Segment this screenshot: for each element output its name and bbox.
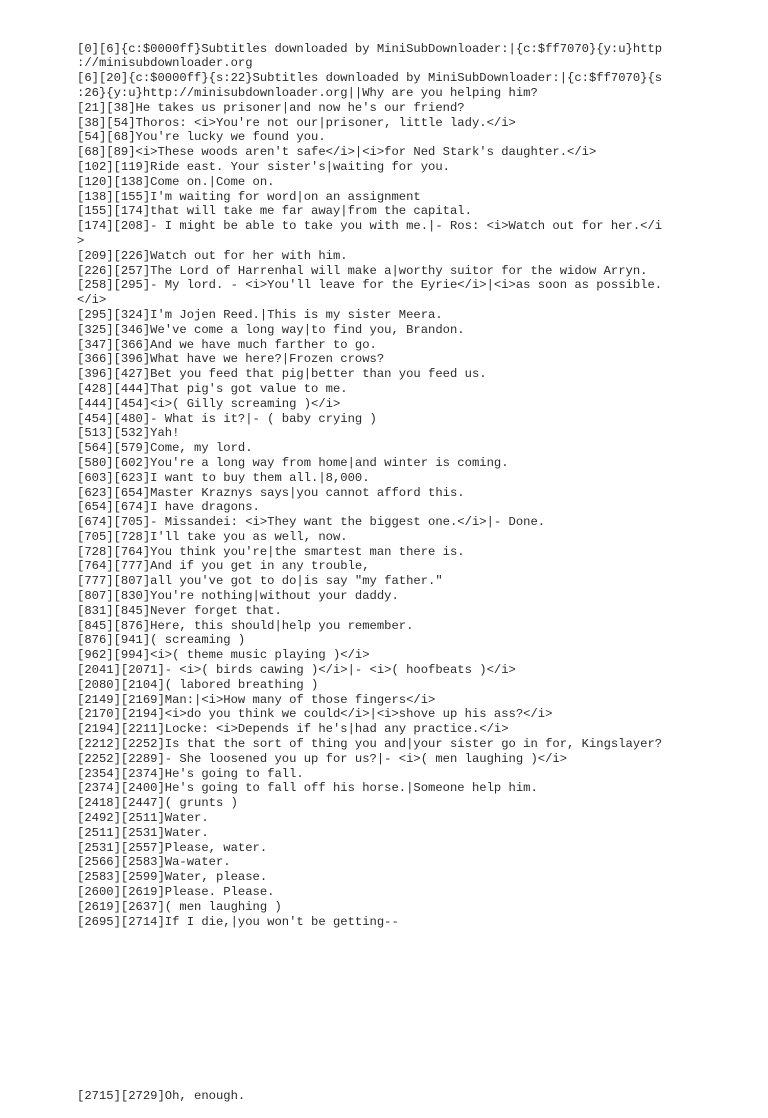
subtitle-line: > xyxy=(77,233,85,248)
subtitle-line: [2252][2289]- She loosened you up for us?|- <i>( men laughing )</i> xyxy=(77,751,568,766)
blank-gap xyxy=(77,959,757,1059)
subtitle-line: [807][830]You're nothing|without your daddy. xyxy=(77,589,399,604)
subtitle-line-last: [2715][2729]Oh, enough. xyxy=(77,1088,246,1103)
subtitle-line: [876][941]( screaming ) xyxy=(77,633,246,648)
subtitle-line: [623][654]Master Kraznys says|you cannot afford this. xyxy=(77,485,465,500)
subtitle-line: [258][295]- My lord. - <i>You'll leave for the Eyrie</i>|<i>as soon as possible. xyxy=(77,278,663,293)
subtitle-line: [155][174]that will take me far away|from the capital. xyxy=(77,204,472,219)
subtitle-line: [513][532]Yah! xyxy=(77,426,180,441)
subtitle-lines xyxy=(77,42,757,930)
subtitle-line: [396][427]Bet you feed that pig|better than you feed us. xyxy=(77,367,487,382)
subtitle-line: [366][396]What have we here?|Frozen crows? xyxy=(77,352,385,367)
subtitle-line: [674][705]- Missandei: <i>They want the biggest one.</i>|- Done. xyxy=(77,515,546,530)
subtitle-line: [564][579]Come, my lord. xyxy=(77,441,253,456)
subtitle-line: [295][324]I'm Jojen Reed.|This is my sister Meera. xyxy=(77,307,443,322)
subtitle-line: [2041][2071]- <i>( birds cawing )</i>|- <i>( hoofbeats )</i> xyxy=(77,663,516,678)
subtitle-line: [54][68]You're lucky we found you. xyxy=(77,130,326,145)
subtitle-line: [831][845]Never forget that. xyxy=(77,603,282,618)
subtitle-line: [2492][2511]Water. xyxy=(77,811,209,826)
subtitle-line: [2149][2169]Man:|<i>How many of those fingers</i> xyxy=(77,692,436,707)
subtitle-line: [845][876]Here, this should|help you remember. xyxy=(77,618,414,633)
subtitle-line: [2583][2599]Water, please. xyxy=(77,870,268,885)
subtitle-line: [120][138]Come on.|Come on. xyxy=(77,174,275,189)
subtitle-line: [38][54]Thoros: <i>You're not our|prisoner, little lady.</i> xyxy=(77,115,516,130)
subtitle-line: [2695][2714]If I die,|you won't be getting-- xyxy=(77,914,399,929)
subtitle-line: [347][366]And we have much farther to go. xyxy=(77,337,377,352)
subtitle-line: [454][480]- What is it?|- ( baby crying ) xyxy=(77,411,377,426)
subtitle-line: [2619][2637]( men laughing ) xyxy=(77,899,282,914)
subtitle-line: [2354][2374]He's going to fall. xyxy=(77,766,304,781)
subtitle-line: [2531][2557]Please, water. xyxy=(77,840,268,855)
subtitle-line: [764][777]And if you get in any trouble, xyxy=(77,559,370,574)
subtitle-line: [428][444]That pig's got value to me. xyxy=(77,381,348,396)
subtitle-line: :26}{y:u}http://minisubdownloader.org||Why are you helping him? xyxy=(77,85,538,100)
subtitle-line: [2566][2583]Wa-water. xyxy=(77,855,231,870)
subtitle-line: [174][208]- I might be able to take you with me.|- Ros: <i>Watch out for her.</i xyxy=(77,219,663,234)
subtitle-line: [2080][2104]( labored breathing ) xyxy=(77,677,319,692)
subtitle-line: [2600][2619]Please. Please. xyxy=(77,885,275,900)
subtitle-line: [962][994]<i>( theme music playing )</i> xyxy=(77,648,370,663)
subtitle-line: [325][346]We've come a long way|to find you, Brandon. xyxy=(77,322,465,337)
subtitle-line: [138][155]I'm waiting for word|on an assignment xyxy=(77,189,421,204)
subtitle-line: [2212][2252]Is that the sort of thing you and|your sister go in for, Kingslayer? xyxy=(77,737,663,752)
subtitle-document xyxy=(77,12,757,1118)
subtitle-line: </i> xyxy=(77,293,107,308)
subtitle-line: [705][728]I'll take you as well, now. xyxy=(77,529,348,544)
subtitle-line: [777][807]all you've got to do|is say "my father." xyxy=(77,574,443,589)
subtitle-line: [444][454]<i>( Gilly screaming )</i> xyxy=(77,396,341,411)
subtitle-line: [0][6]{c:$0000ff}Subtitles downloaded by MiniSubDownloader:|{c:$ff7070}{y:u}http xyxy=(77,41,663,56)
subtitle-line: [2374][2400]He's going to fall off his horse.|Someone help him. xyxy=(77,781,538,796)
subtitle-line: ://minisubdownloader.org xyxy=(77,56,253,71)
subtitle-line: [2170][2194]<i>do you think we could</i>|<i>shove up his ass?</i> xyxy=(77,707,553,722)
subtitle-line: [209][226]Watch out for her with him. xyxy=(77,248,348,263)
subtitle-line: [102][119]Ride east. Your sister's|waiting for you. xyxy=(77,159,450,174)
subtitle-line: [6][20]{c:$0000ff}{s:22}Subtitles downloaded by MiniSubDownloader:|{c:$ff7070}{s xyxy=(77,71,663,86)
subtitle-line: [226][257]The Lord of Harrenhal will make a|worthy suitor for the widow Arryn. xyxy=(77,263,648,278)
subtitle-line: [2194][2211]Locke: <i>Depends if he's|had any practice.</i> xyxy=(77,722,509,737)
subtitle-line: [2418][2447]( grunts ) xyxy=(77,796,238,811)
subtitle-line: [728][764]You think you're|the smartest man there is. xyxy=(77,544,465,559)
subtitle-line: [580][602]You're a long way from home|and winter is coming. xyxy=(77,455,509,470)
subtitle-line: [21][38]He takes us prisoner|and now he's our friend? xyxy=(77,100,465,115)
subtitle-line: [68][89]<i>These woods aren't safe</i>|<i>for Ned Stark's daughter.</i> xyxy=(77,145,597,160)
subtitle-line: [654][674]I have dragons. xyxy=(77,500,260,515)
subtitle-line: [2511][2531]Water. xyxy=(77,825,209,840)
subtitle-line: [603][623]I want to buy them all.|8,000. xyxy=(77,470,370,485)
